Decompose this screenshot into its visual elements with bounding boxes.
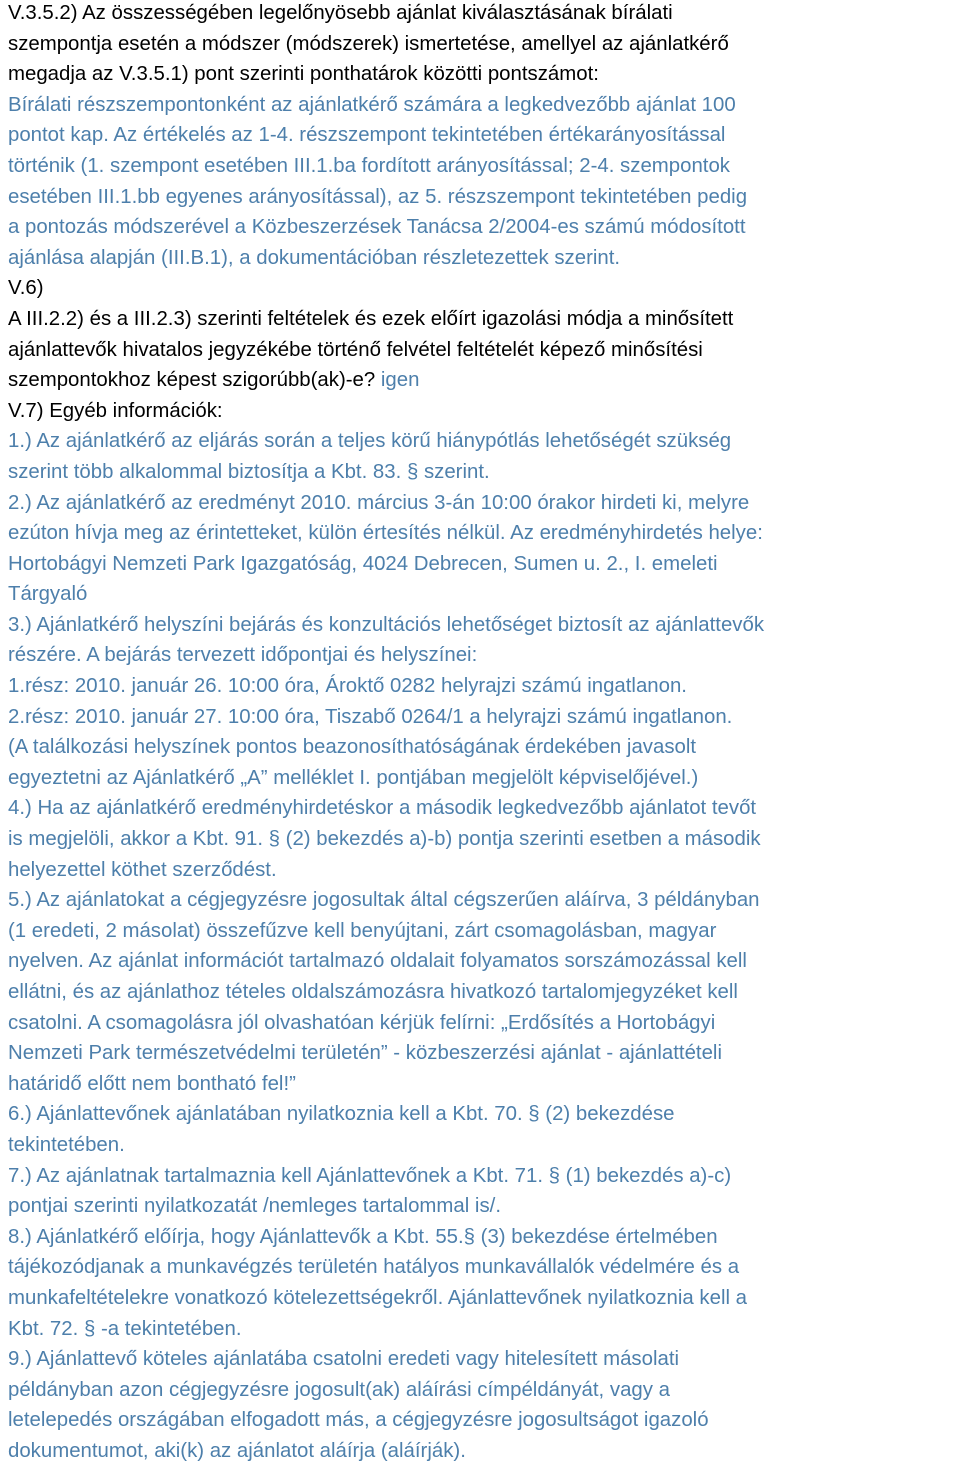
section-v7-answer-line: Tárgyaló [8,583,88,606]
section-v7-answer-line: ellátni, és az ajánlathoz tételes oldalszámozásra hivatkozó tartalomjegyzéket kell [8,981,738,1003]
section-v7-answer-line: 1.) Az ajánlatkérő az eljárás során a teljes körű hiánypótlás lehetőségét szükség [8,430,732,453]
section-v352-answer-line: a pontozás módszerével a Közbeszerzések Tanácsa 2/2004-es számú módosított [8,216,746,239]
section-v6-question-last-line [8,365,952,396]
section-v7-answer-line: 5.) Az ajánlatokat a cégjegyzésre jogosultak által cégszerűen aláírva, 3 példányban [8,889,760,912]
section-v7-answer-line: tekintetében. [8,1133,125,1156]
section-v7-answer-line: (1 eredeti, 2 másolat) összefűzve kell benyújtani, zárt csomagolásban, magyar [8,919,717,942]
section-v7-answer-line: 1.rész: 2010. január 26. 10:00 óra, Ároktő 0282 helyrajzi számú ingatlanon. [8,675,687,698]
section-v352-answer-line: Bírálati részszempontonként az ajánlatkérő számára a legkedvezőbb ajánlat 100 [8,93,736,116]
section-v7-heading: V.7) Egyéb információk: [8,399,223,422]
section-v7-answer-line: egyeztetni az Ajánlatkérő „A” melléklet I. pontjában megjelölt képviselőjével.) [8,766,699,789]
section-v7-answer-line: nyelven. Az ajánlat információt tartalmazó oldalait folyamatos sorszámozással kell [8,950,747,973]
section-v6-question-line: ajánlattevők hivatalos jegyzékébe történő felvétel feltételét képező minősítési [8,338,703,361]
section-v7-answer-line: részére. A bejárás tervezett időpontjai és helyszínei: [8,644,478,667]
section-v7-answer-line: 9.) Ajánlattevő köteles ajánlatába csatolni eredeti vagy hitelesített másolati [8,1348,680,1371]
section-v7-answer-line: Hortobágyi Nemzeti Park Igazgatóság, 4024 Debrecen, Sumen u. 2., I. emeleti [8,552,718,575]
section-v7-answer-line: (A találkozási helyszínek pontos beazonosíthatóságának érdekében javasolt [8,736,697,759]
section-v7-answer-line: helyezettel köthet szerződést. [8,858,277,881]
section-v7-answer-line: pontjai szerinti nyilatkozatát /nemleges tartalommal is/. [8,1195,501,1218]
section-v7-answer-line: is megjelöli, akkor a Kbt. 91. § (2) bekezdés a)-b) pontja szerinti esetben a második [8,828,761,851]
section-v352-answer-line: esetében III.1.bb egyenes arányosítással), az 5. részszempont tekintetében pedig [8,185,748,208]
section-v7-answer-line: szerint több alkalommal biztosítja a Kbt. 83. § szerint. [8,460,490,483]
section-v7-answer-line: 8.) Ajánlatkérő előírja, hogy Ajánlattevők a Kbt. 55.§ (3) bekezdése értelmében [8,1225,718,1248]
section-v352-heading-line: szempontja esetén a módszer (módszerek) ismertetése, amellyel az ajánlatkérő [8,32,729,55]
section-v6-label: V.6) [8,277,44,300]
section-v7-answer-line: csatolni. A csomagolásra jól olvashatóan kérjük felírni: „Erdősítés a Hortobágyi [8,1011,716,1034]
section-v7-answer-line: 2.rész: 2010. január 27. 10:00 óra, Tiszabő 0264/1 a helyrajzi számú ingatlanon. [8,705,733,728]
section-v7-answer-line: 6.) Ajánlattevőnek ajánlatában nyilatkoznia kell a Kbt. 70. § (2) bekezdése [8,1103,675,1126]
section-v7-answer-line: tájékozódjanak a munkavégzés területén hatályos munkavállalók védelmére és a [8,1256,740,1279]
section-v352-heading-line: V.3.5.2) Az összességében legelőnyösebb ajánlat kiválasztásának bírálati [8,2,673,24]
section-v352-answer-line: pontot kap. Az értékelés az 1-4. részszempont tekintetében értékarányosítással [8,124,726,147]
section-v7-answer-line: 4.) Ha az ajánlatkérő eredményhirdetéskor a második legkedvezőbb ajánlatot tevőt [8,797,757,820]
section-v6-question-text: szempontokhoz képest szigorúbb(ak)-e? [8,369,381,392]
section-v352-answer-line: ajánlása alapján (III.B.1), a dokumentációban részletezettek szerint. [8,246,621,269]
section-v7-answer-line: 2.) Az ajánlatkérő az eredményt 2010. március 3-án 10:00 órakor hirdeti ki, melyre [8,491,750,514]
section-v7-answer-line: ezúton hívja meg az érintetteket, külön értesítés nélkül. Az eredményhirdetés helye: [8,522,763,545]
section-v7-answer-line: munkafeltételekre vonatkozó kötelezettségekről. Ajánlattevőnek nyilatkoznia kell a [8,1286,748,1309]
section-v7-answer-line: példányban azon cégjegyzésre jogosult(ak) aláírási címpéldányát, vagy a [8,1378,670,1401]
section-v7-answer-line: Kbt. 72. § -a tekintetében. [8,1317,242,1340]
section-v7-answer-line: Nemzeti Park természetvédelmi területén” - közbeszerzési ajánlat - ajánlattételi [8,1042,722,1065]
section-v352-answer-line: történik (1. szempont esetében III.1.ba fordított arányosítással; 2-4. szempontok [8,154,730,177]
section-v352-heading-line: megadja az V.3.5.1) pont szerinti ponthatárok közötti pontszámot: [8,63,599,86]
section-v7-answer-line: letelepedés országában elfogadott más, a cégjegyzésre jogosultságot igazoló [8,1409,709,1432]
section-v6-answer: igen [380,369,420,392]
section-v7-answer-line: 7.) Az ajánlatnak tartalmaznia kell Ajánlattevőnek a Kbt. 71. § (1) bekezdés a)-c) [8,1164,732,1187]
section-v6-question-line: A III.2.2) és a III.2.3) szerinti feltételek és ezek előírt igazolási módja a minősített [8,307,734,330]
section-v7-answer-line: 3.) Ajánlatkérő helyszíni bejárás és konzultációs lehetőséget biztosít az ajánlattevők [8,613,765,636]
section-v7-answer-line: dokumentumot, aki(k) az ajánlatot aláírja (aláírják). [8,1439,466,1462]
section-v7-answer-line: határidő előtt nem bontható fel!” [8,1072,296,1095]
